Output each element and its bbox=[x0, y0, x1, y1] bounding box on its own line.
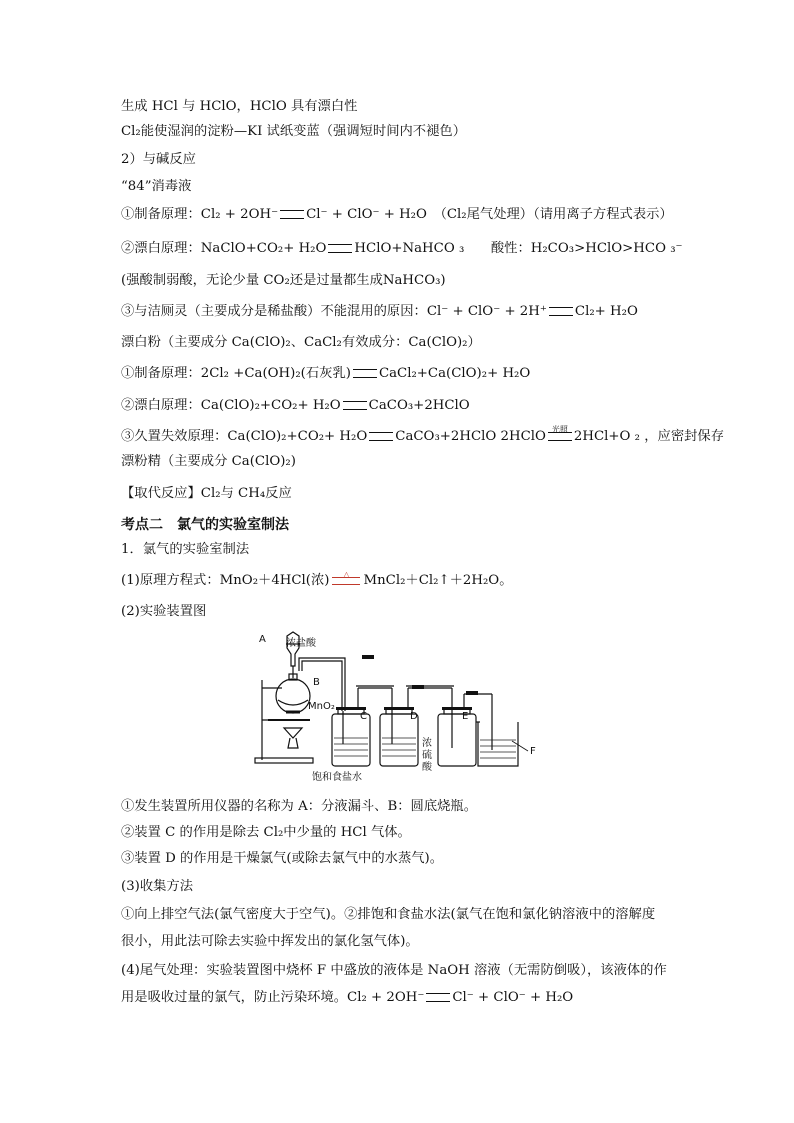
text-line-2: Cl₂能使湿润的淀粉—KI 试纸变蓝（强调短时间内不褪色） bbox=[121, 124, 466, 139]
label-h2so4-2: 硫 bbox=[422, 750, 432, 761]
label-a: A bbox=[259, 634, 266, 645]
equation-toilet-cleaner: ③与洁厕灵（主要成分是稀盐酸）不能混用的原因：Cl⁻ + ClO⁻ + 2H⁺ Cl₂+ H₂O bbox=[121, 304, 638, 319]
label-mno2: MnO₂ bbox=[308, 701, 335, 712]
text-line-answer-1: ①发生装置所用仪器的名称为 A：分液漏斗、B：圆底烧瓶。 bbox=[121, 799, 478, 814]
label-f: F bbox=[530, 746, 536, 757]
text-line-substitution: 【取代反应】Cl₂与 CH₄反应 bbox=[121, 486, 292, 501]
equals-arrow bbox=[549, 307, 573, 316]
text-line-answer-3: ③装置 D 的作用是干燥氯气(或除去氯气中的水蒸气)。 bbox=[121, 851, 444, 866]
equation-powder-prep: ①制备原理：2Cl₂ +Ca(OH)₂(石灰乳) CaCl₂+Ca(ClO)₂+ H₂O bbox=[121, 366, 531, 381]
text-line-apparatus-title: (2)实验装置图 bbox=[121, 604, 207, 619]
label-c: C bbox=[360, 711, 367, 722]
condition-light: 光照 bbox=[551, 425, 568, 434]
equals-arrow bbox=[280, 210, 304, 219]
label-h2so4-1: 浓 bbox=[422, 738, 432, 749]
equation-84-prep: ①制备原理：Cl₂ + 2OH⁻ Cl⁻ + ClO⁻ + H₂O （Cl₂尾气处理）（请用离子方程式表示） bbox=[121, 207, 673, 222]
label-e: E bbox=[462, 711, 469, 722]
heating-arrow bbox=[332, 569, 360, 585]
equation-84-bleach: ②漂白原理：NaClO+CO₂+ H₂O HClO+NaHCO ₃ 酸性：H₂CO₃>HClO>HCO ₃⁻ bbox=[121, 241, 683, 256]
text-line-collection: (3)收集方法 bbox=[121, 879, 194, 894]
label-saturated-brine: 饱和食盐水 bbox=[312, 772, 362, 783]
text-line-piaofenjing: 漂粉精（主要成分 Ca(ClO)₂) bbox=[121, 454, 296, 469]
label-b: B bbox=[313, 677, 320, 688]
equation-powder-expire: ③久置失效原理：Ca(ClO)₂+CO₂+ H₂O CaCO₃+2HClO 2HClO 光照 2HCl+O ₂ ，应密封保存 bbox=[121, 427, 724, 447]
text-line-bleaching-powder: 漂白粉（主要成分 Ca(ClO)₂、CaCl₂有效成分：Ca(ClO)₂） bbox=[121, 335, 481, 350]
section-heading: 考点二 氯气的实验室制法 bbox=[121, 517, 289, 533]
equals-arrow bbox=[369, 432, 393, 441]
text-line-1: 生成 HCl 与 HClO，HClO 具有漂白性 bbox=[121, 99, 358, 114]
text-line-answer-2: ②装置 C 的作用是除去 Cl₂中少量的 HCl 气体。 bbox=[121, 825, 411, 840]
label-d: D bbox=[410, 711, 418, 722]
label-h2so4-3: 酸 bbox=[422, 762, 432, 773]
text-line-tail-gas-2: 用是吸收过量的氯气，防止污染环境。Cl₂ + 2OH⁻ Cl⁻ + ClO⁻ + H₂O bbox=[121, 990, 574, 1005]
apparatus-diagram bbox=[250, 628, 550, 793]
equals-arrow bbox=[328, 244, 352, 253]
text-line-collection-2: 很小，用此法可除去实验中挥发出的氯化氢气体)。 bbox=[121, 934, 419, 949]
equals-arrow bbox=[426, 993, 450, 1002]
text-line-strong-acid: (强酸制弱酸，无论少量 CO₂还是过量都生成NaHCO₃) bbox=[121, 273, 446, 288]
apparatus-figure bbox=[250, 628, 550, 793]
label-conc-hcl: 浓盐酸 bbox=[286, 638, 316, 649]
text-line-tail-gas-1: (4)尾气处理：实验装置图中烧杯 F 中盛放的液体是 NaOH 溶液（无需防倒吸），该液体的作 bbox=[121, 963, 667, 978]
equation-principle: (1)原理方程式：MnO₂＋4HCl(浓) △ MnCl₂＋Cl₂↑＋2H₂O。 bbox=[121, 571, 513, 591]
text-line-collection-1: ①向上排空气法(氯气密度大于空气)。②排饱和食盐水法(氯气在饱和氯化钠溶液中的溶解度 bbox=[121, 907, 656, 922]
delta-symbol: △ bbox=[343, 569, 350, 579]
equation-powder-bleach: ②漂白原理：Ca(ClO)₂+CO₂+ H₂O CaCO₃+2HClO bbox=[121, 398, 470, 413]
equals-arrow bbox=[343, 401, 367, 410]
subsection-heading: 1．氯气的实验室制法 bbox=[121, 542, 250, 557]
text-line-4: “84”消毒液 bbox=[121, 179, 192, 194]
equals-arrow bbox=[353, 369, 377, 378]
light-arrow bbox=[548, 425, 572, 441]
text-line-3: 2）与碱反应 bbox=[121, 152, 196, 167]
